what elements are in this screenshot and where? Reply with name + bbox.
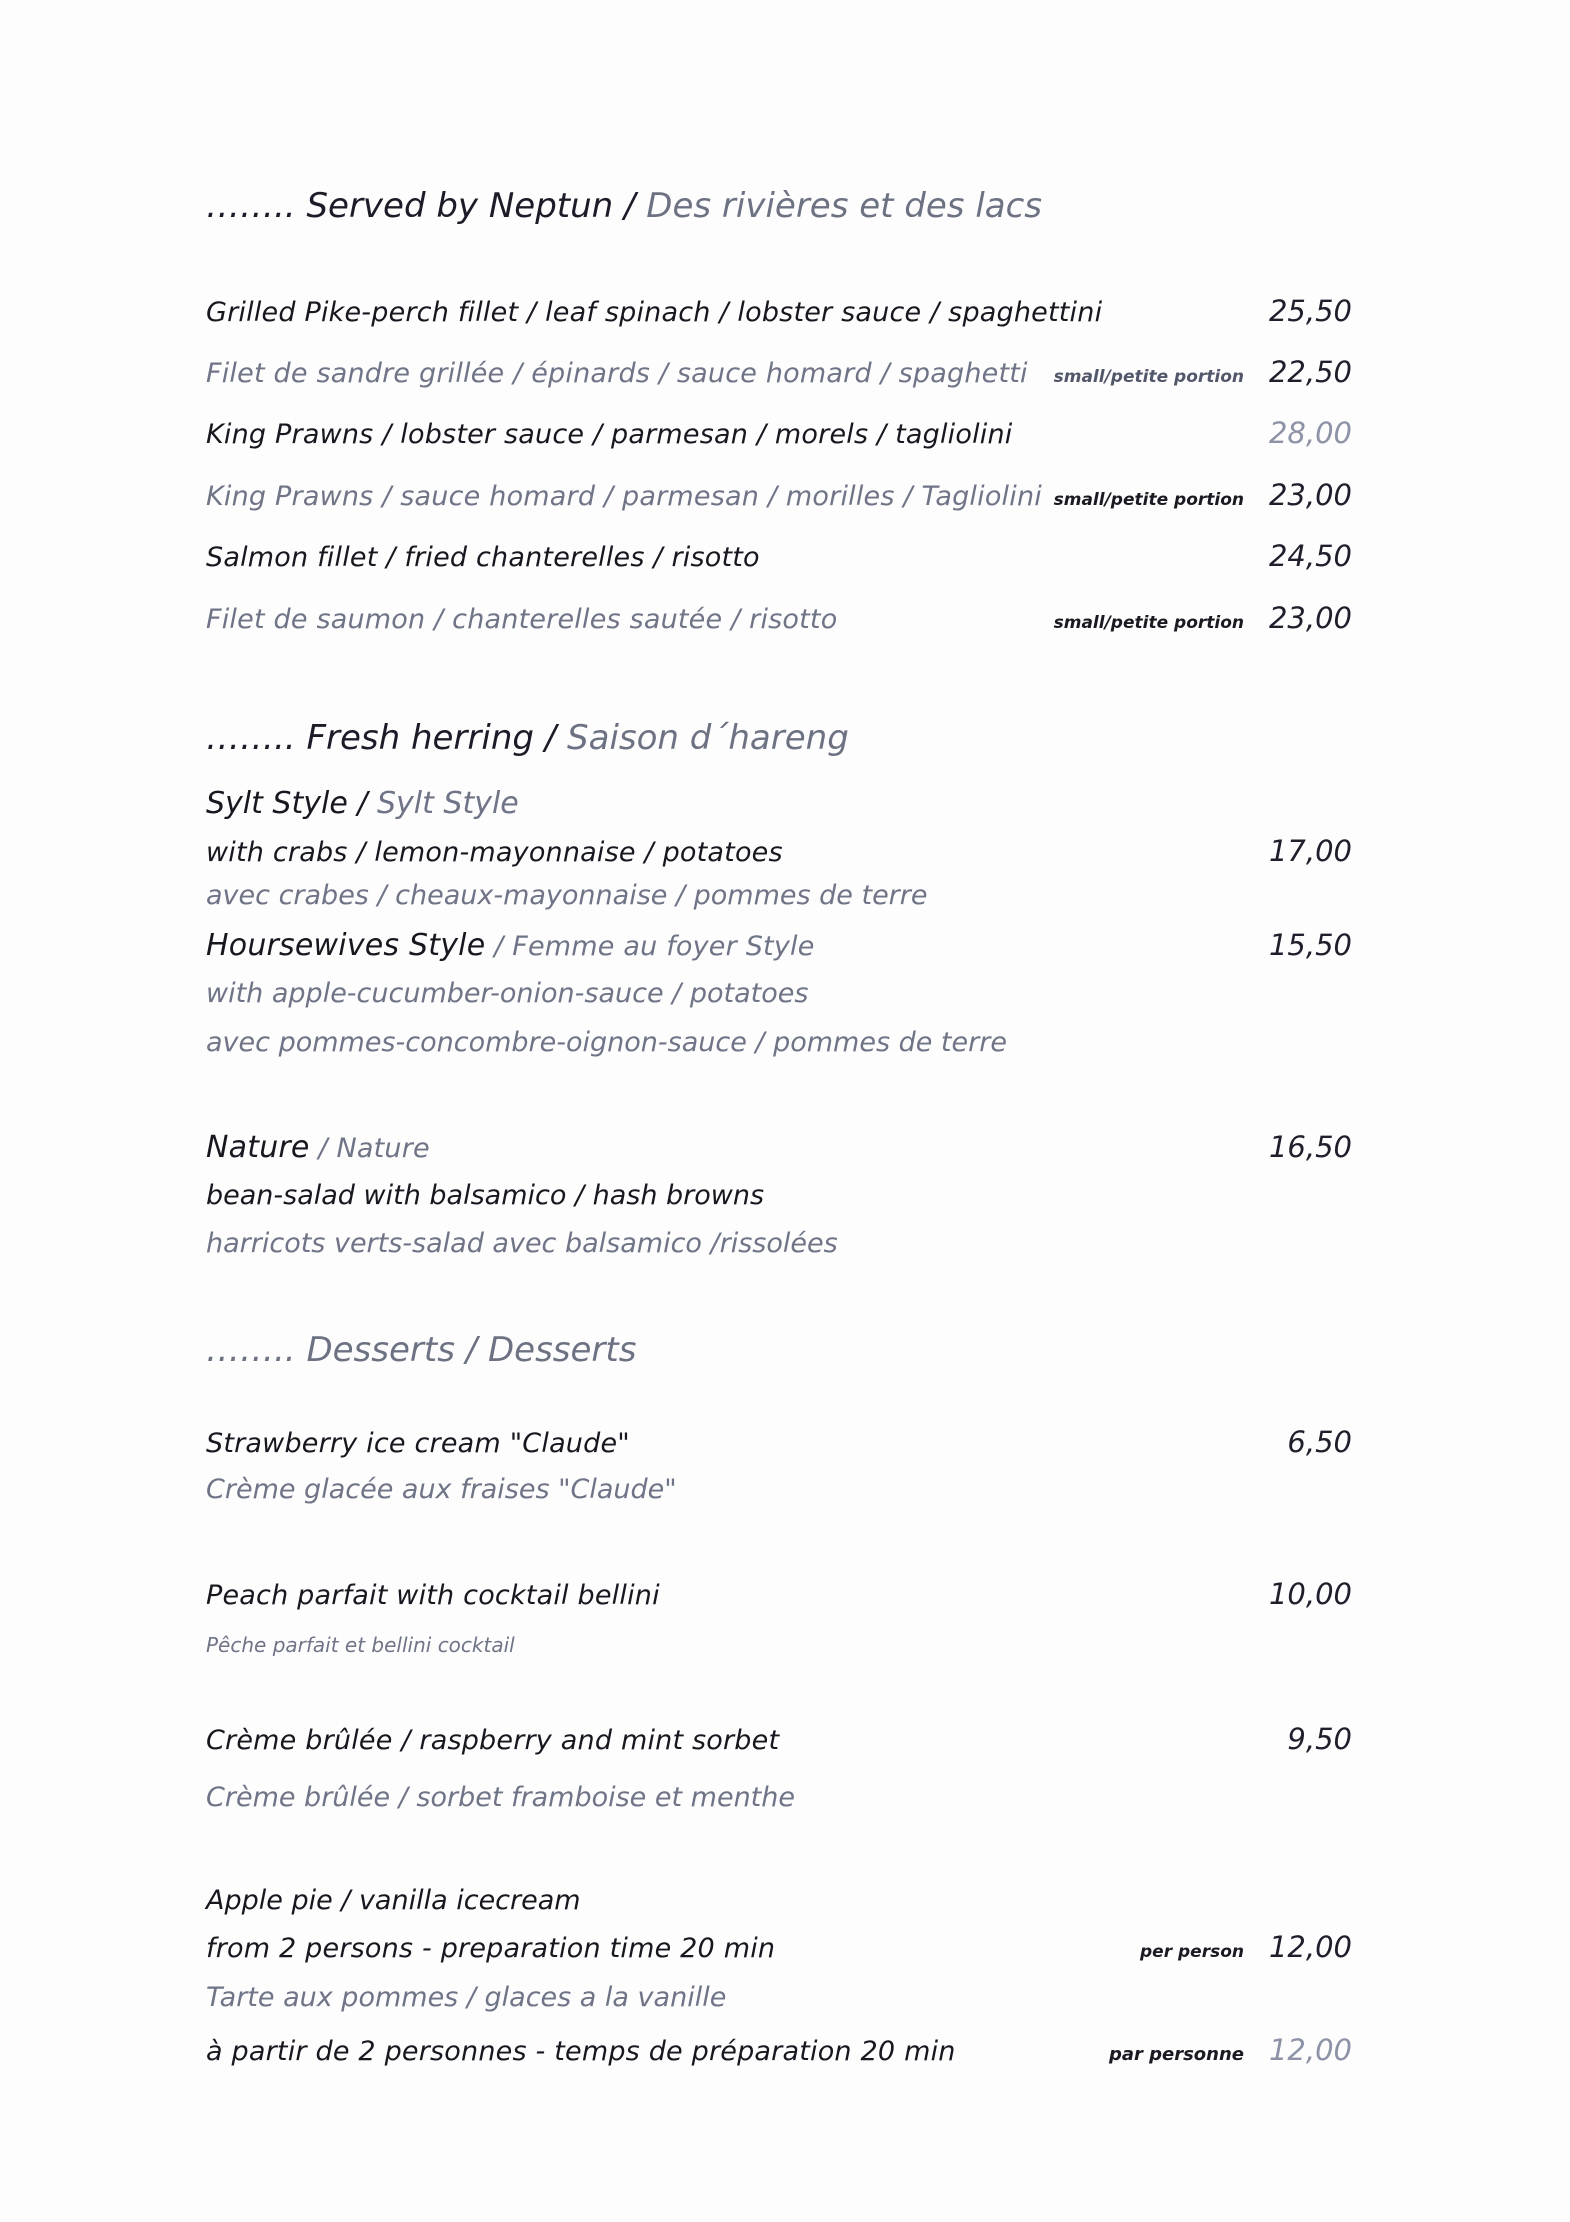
item-price: 17,00 bbox=[1268, 834, 1352, 868]
menu-item bbox=[206, 601, 1352, 635]
item-name-fr: / Nature bbox=[309, 1133, 430, 1164]
item-description-fr: avec crabes / cheaux-mayonnaise / pommes de terre bbox=[206, 880, 928, 911]
menu-item bbox=[206, 1577, 1352, 1611]
menu-item bbox=[206, 2033, 1352, 2067]
name-separator: / bbox=[347, 786, 377, 821]
item-description: bean-salad with balsamico / hash browns bbox=[206, 1180, 765, 1211]
item-text: Salmon fillet / fried chanterelles / risotto bbox=[206, 542, 760, 573]
menu-item bbox=[206, 355, 1352, 389]
menu-item bbox=[206, 834, 1352, 868]
item-price: 9,50 bbox=[1287, 1722, 1352, 1756]
menu-item bbox=[206, 294, 1352, 328]
item-description: with apple-cucumber-onion-sauce / potatoes bbox=[206, 978, 809, 1009]
menu-item bbox=[206, 416, 1352, 450]
item-price-fr: 12,00 bbox=[1268, 2033, 1352, 2067]
item-name: Nature bbox=[206, 1130, 310, 1165]
section-heading-desserts bbox=[206, 1330, 636, 1370]
item-price: 23,00 bbox=[1268, 478, 1352, 512]
heading-title-en: Served by Neptun bbox=[306, 186, 614, 226]
heading-title-fr: Desserts bbox=[487, 1330, 637, 1370]
menu-item bbox=[206, 1425, 1352, 1459]
item-name: Sylt Style bbox=[206, 786, 348, 821]
item-description-fr: à partir de 2 personnes - temps de préparation 20 min bbox=[206, 2036, 956, 2067]
item-name-fr: Tarte aux pommes / glaces a la vanille bbox=[206, 1982, 727, 2013]
heading-title-en: Fresh herring bbox=[306, 718, 534, 758]
item-text: Grilled Pike-perch fillet / leaf spinach / lobster sauce / spaghettini bbox=[206, 297, 1103, 328]
item-price: 6,50 bbox=[1287, 1425, 1352, 1459]
item-description: from 2 persons - preparation time 20 min bbox=[206, 1933, 776, 1964]
item-price: 28,00 bbox=[1268, 416, 1352, 450]
item-name-fr: Sylt Style bbox=[376, 786, 519, 821]
item-price: 23,00 bbox=[1268, 601, 1352, 635]
heading-dots: …….. bbox=[206, 1330, 296, 1370]
item-price: 24,50 bbox=[1268, 539, 1352, 573]
item-name-fr: Pêche parfait et bellini cocktail bbox=[206, 1633, 515, 1657]
item-text: Filet de sandre grillée / épinards / sauce homard / spaghetti bbox=[206, 358, 1028, 389]
per-person-note: per person bbox=[1140, 1942, 1244, 1962]
item-description: with crabs / lemon-mayonnaise / potatoes bbox=[206, 837, 783, 868]
heading-dots: …….. bbox=[206, 718, 296, 758]
item-price: 15,50 bbox=[1268, 928, 1352, 962]
heading-dots: …….. bbox=[206, 186, 296, 226]
item-price: 25,50 bbox=[1268, 294, 1352, 328]
item-description-fr: avec pommes-concombre-oignon-sauce / pommes de terre bbox=[206, 1027, 1007, 1058]
menu-item bbox=[206, 1130, 1352, 1165]
item-price: 16,50 bbox=[1268, 1130, 1352, 1164]
portion-note: small/petite portion bbox=[1053, 613, 1244, 633]
menu-item bbox=[206, 539, 1352, 573]
item-name: Crème brûlée / raspberry and mint sorbet bbox=[206, 1725, 780, 1756]
item-name-fr: Crème brûlée / sorbet framboise et menthe bbox=[206, 1782, 795, 1813]
heading-title-fr: Saison d´hareng bbox=[567, 718, 849, 758]
menu-item bbox=[206, 1722, 1352, 1756]
section-heading-herring bbox=[206, 718, 849, 758]
section-heading-neptun bbox=[206, 186, 1042, 226]
item-text: Filet de saumon / chanterelles sautée / risotto bbox=[206, 604, 838, 635]
item-name-fr: Crème glacée aux fraises "Claude" bbox=[206, 1474, 677, 1505]
item-price: 22,50 bbox=[1268, 355, 1352, 389]
item-price: 10,00 bbox=[1268, 1577, 1352, 1611]
menu-item bbox=[206, 1930, 1352, 1964]
item-text: King Prawns / lobster sauce / parmesan / morels / tagliolini bbox=[206, 419, 1013, 450]
item-name: Peach parfait with cocktail bellini bbox=[206, 1580, 660, 1611]
portion-note: small/petite portion bbox=[1053, 367, 1244, 387]
item-name: Apple pie / vanilla icecream bbox=[206, 1885, 581, 1916]
heading-separator: / bbox=[613, 186, 647, 226]
per-person-note-fr: par personne bbox=[1108, 2044, 1244, 2065]
heading-separator: / bbox=[533, 718, 568, 758]
menu-item bbox=[206, 928, 1352, 963]
item-name: Hoursewives Style bbox=[206, 928, 486, 963]
heading-separator: / bbox=[454, 1330, 488, 1370]
item-description-fr: harricots verts-salad avec balsamico /rissolées bbox=[206, 1228, 838, 1259]
herring-sylt-title bbox=[206, 786, 519, 821]
item-name: Strawberry ice cream "Claude" bbox=[206, 1428, 630, 1459]
heading-title-fr: Des rivières et des lacs bbox=[646, 186, 1043, 226]
item-text: King Prawns / sauce homard / parmesan / morilles / Tagliolini bbox=[206, 481, 1042, 512]
menu-item bbox=[206, 478, 1352, 512]
item-price: 12,00 bbox=[1268, 1930, 1352, 1964]
heading-title-en: Desserts bbox=[306, 1330, 455, 1370]
item-name-fr: / Femme au foyer Style bbox=[485, 931, 815, 962]
portion-note: small/petite portion bbox=[1053, 490, 1244, 510]
